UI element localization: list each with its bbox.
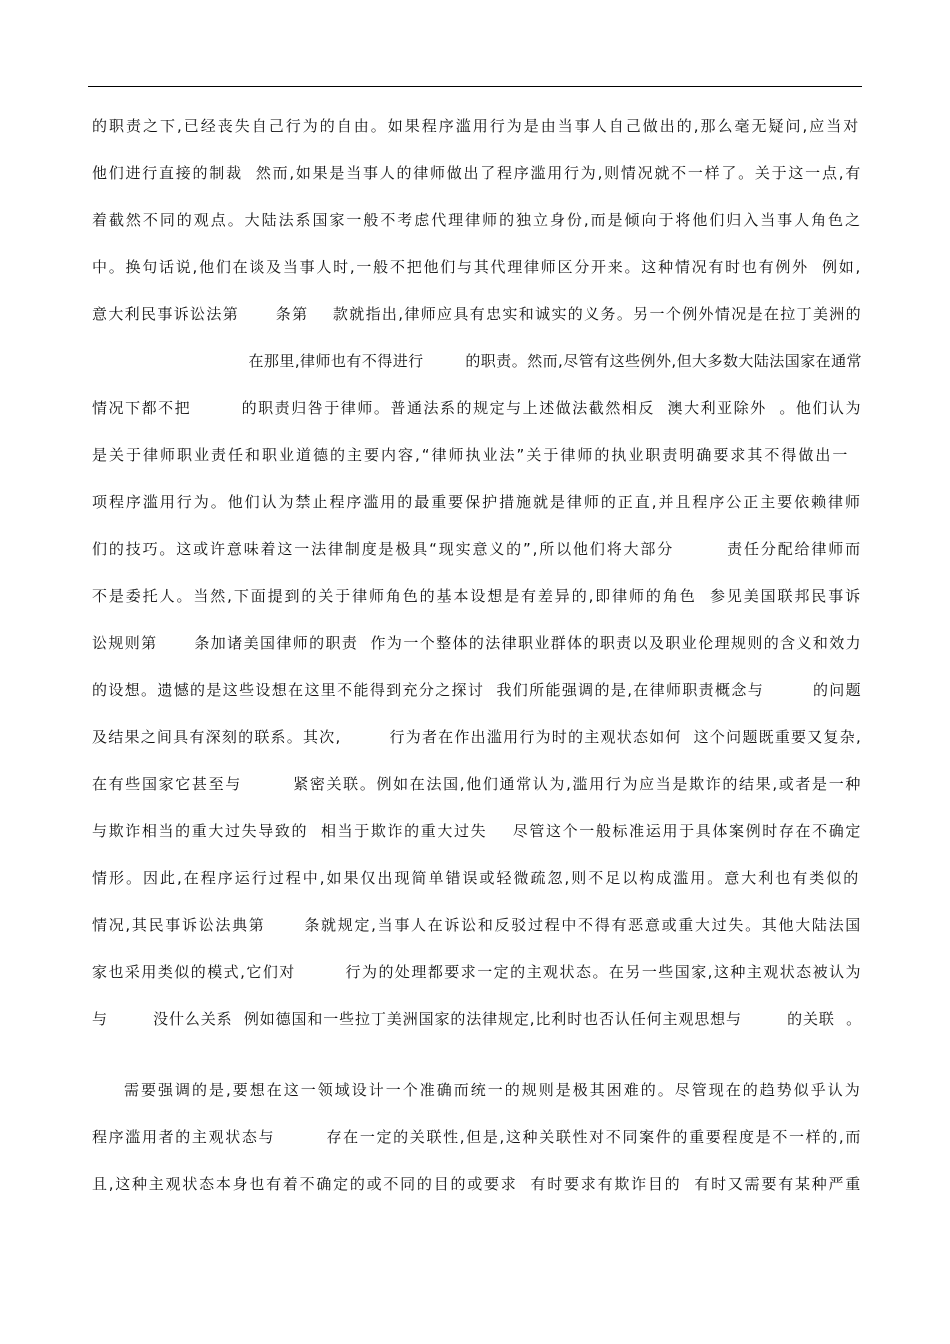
text-line: 的职责之下,已经丧失自己行为的自由。如果程序滥用行为是由当事人自己做出的,那么毫无疑问,应当对 — [92, 117, 861, 135]
text-line: 程序滥用者的主观状态与 存在一定的关联性,但是,这种关联性对不同案件的重要程度是不一样的,而 — [92, 1128, 862, 1146]
text-line: 他们进行直接的制裁 然而,如果是当事人的律师做出了程序滥用行为,则情况就不一样了。关于这一点,有 — [92, 164, 862, 182]
text-line: 与欺诈相当的重大过失导致的 相当于欺诈的重大过失 尽管这个一般标准运用于具体案例时存在不确定 — [92, 822, 862, 840]
text-line: 家也采用类似的模式,它们对 行为的处理都要求一定的主观状态。在另一些国家,这种主观状态被认为 — [92, 963, 862, 981]
text-line: 意大利民事诉讼法第 条第 款就指出,律师应具有忠实和诚实的义务。另一个例外情况是在拉丁美洲的 — [92, 305, 862, 323]
text-line: 不是委托人。当然,下面提到的关于律师角色的基本设想是有差异的,即律师的角色 参见美国联邦民事诉 — [92, 587, 862, 605]
text-line: 在有些国家它甚至与 紧密关联。例如在法国,他们通常认为,滥用行为应当是欺诈的结果,或者是一种 — [92, 775, 862, 793]
text-line: 需要强调的是,要想在这一领域设计一个准确而统一的规则是极其困难的。尽管现在的趋势似乎认为 — [124, 1081, 862, 1099]
text-line: 情况下都不把 的职责归咎于律师。普通法系的规定与上述做法截然相反 澳大利亚除外 。他们认为 — [92, 399, 862, 417]
text-line: 项程序滥用行为。他们认为禁止程序滥用的最重要保护措施就是律师的正直,并且程序公正主要依赖律师 — [92, 493, 862, 511]
header-rule — [88, 86, 862, 87]
text-line: 是关于律师职业责任和职业道德的主要内容,“律师执业法”关于律师的执业职责明确要求其不得做出一 — [92, 446, 850, 464]
text-line: 情形。因此,在程序运行过程中,如果仅出现简单错误或轻微疏忽,则不足以构成滥用。意大利也有类似的 — [92, 869, 861, 887]
text-line: 着截然不同的观点。大陆法系国家一般不考虑代理律师的独立身份,而是倾向于将他们归入当事人角色之 — [92, 211, 862, 229]
text-line: 在那里,律师也有不得进行 的职责。然而,尽管有这些例外,但大多数大陆法国家在通常 — [92, 352, 862, 370]
text-line: 的设想。遗憾的是这些设想在这里不能得到充分之探讨 我们所能强调的是,在律师职责概念与 的问题 — [92, 681, 862, 699]
text-line: 与 没什么关系 例如德国和一些拉丁美洲国家的法律规定,比利时也否认任何主观思想与 的关联 。 — [92, 1010, 862, 1028]
text-line: 们的技巧。这或许意味着这一法律制度是极具“现实意义的”,所以他们将大部分 责任分配给律师而 — [92, 540, 862, 558]
text-line: 情况,其民事诉讼法典第 条就规定,当事人在诉讼和反驳过程中不得有恶意或重大过失。其他大陆法国 — [92, 916, 862, 934]
text-line: 且,这种主观状态本身也有着不确定的或不同的目的或要求 有时要求有欺诈目的 有时又需要有某种严重 — [92, 1175, 862, 1193]
text-line: 及结果之间具有深刻的联系。其次, 行为者在作出滥用行为时的主观状态如何 这个问题既重要又复杂, — [92, 728, 862, 746]
text-line: 讼规则第 条加诸美国律师的职责 作为一个整体的法律职业群体的职责以及职业伦理规则的含义和效力 — [92, 634, 862, 652]
text-line: 中。换句话说,他们在谈及当事人时,一般不把他们与其代理律师区分开来。这种情况有时也有例外 例如, — [92, 258, 862, 276]
